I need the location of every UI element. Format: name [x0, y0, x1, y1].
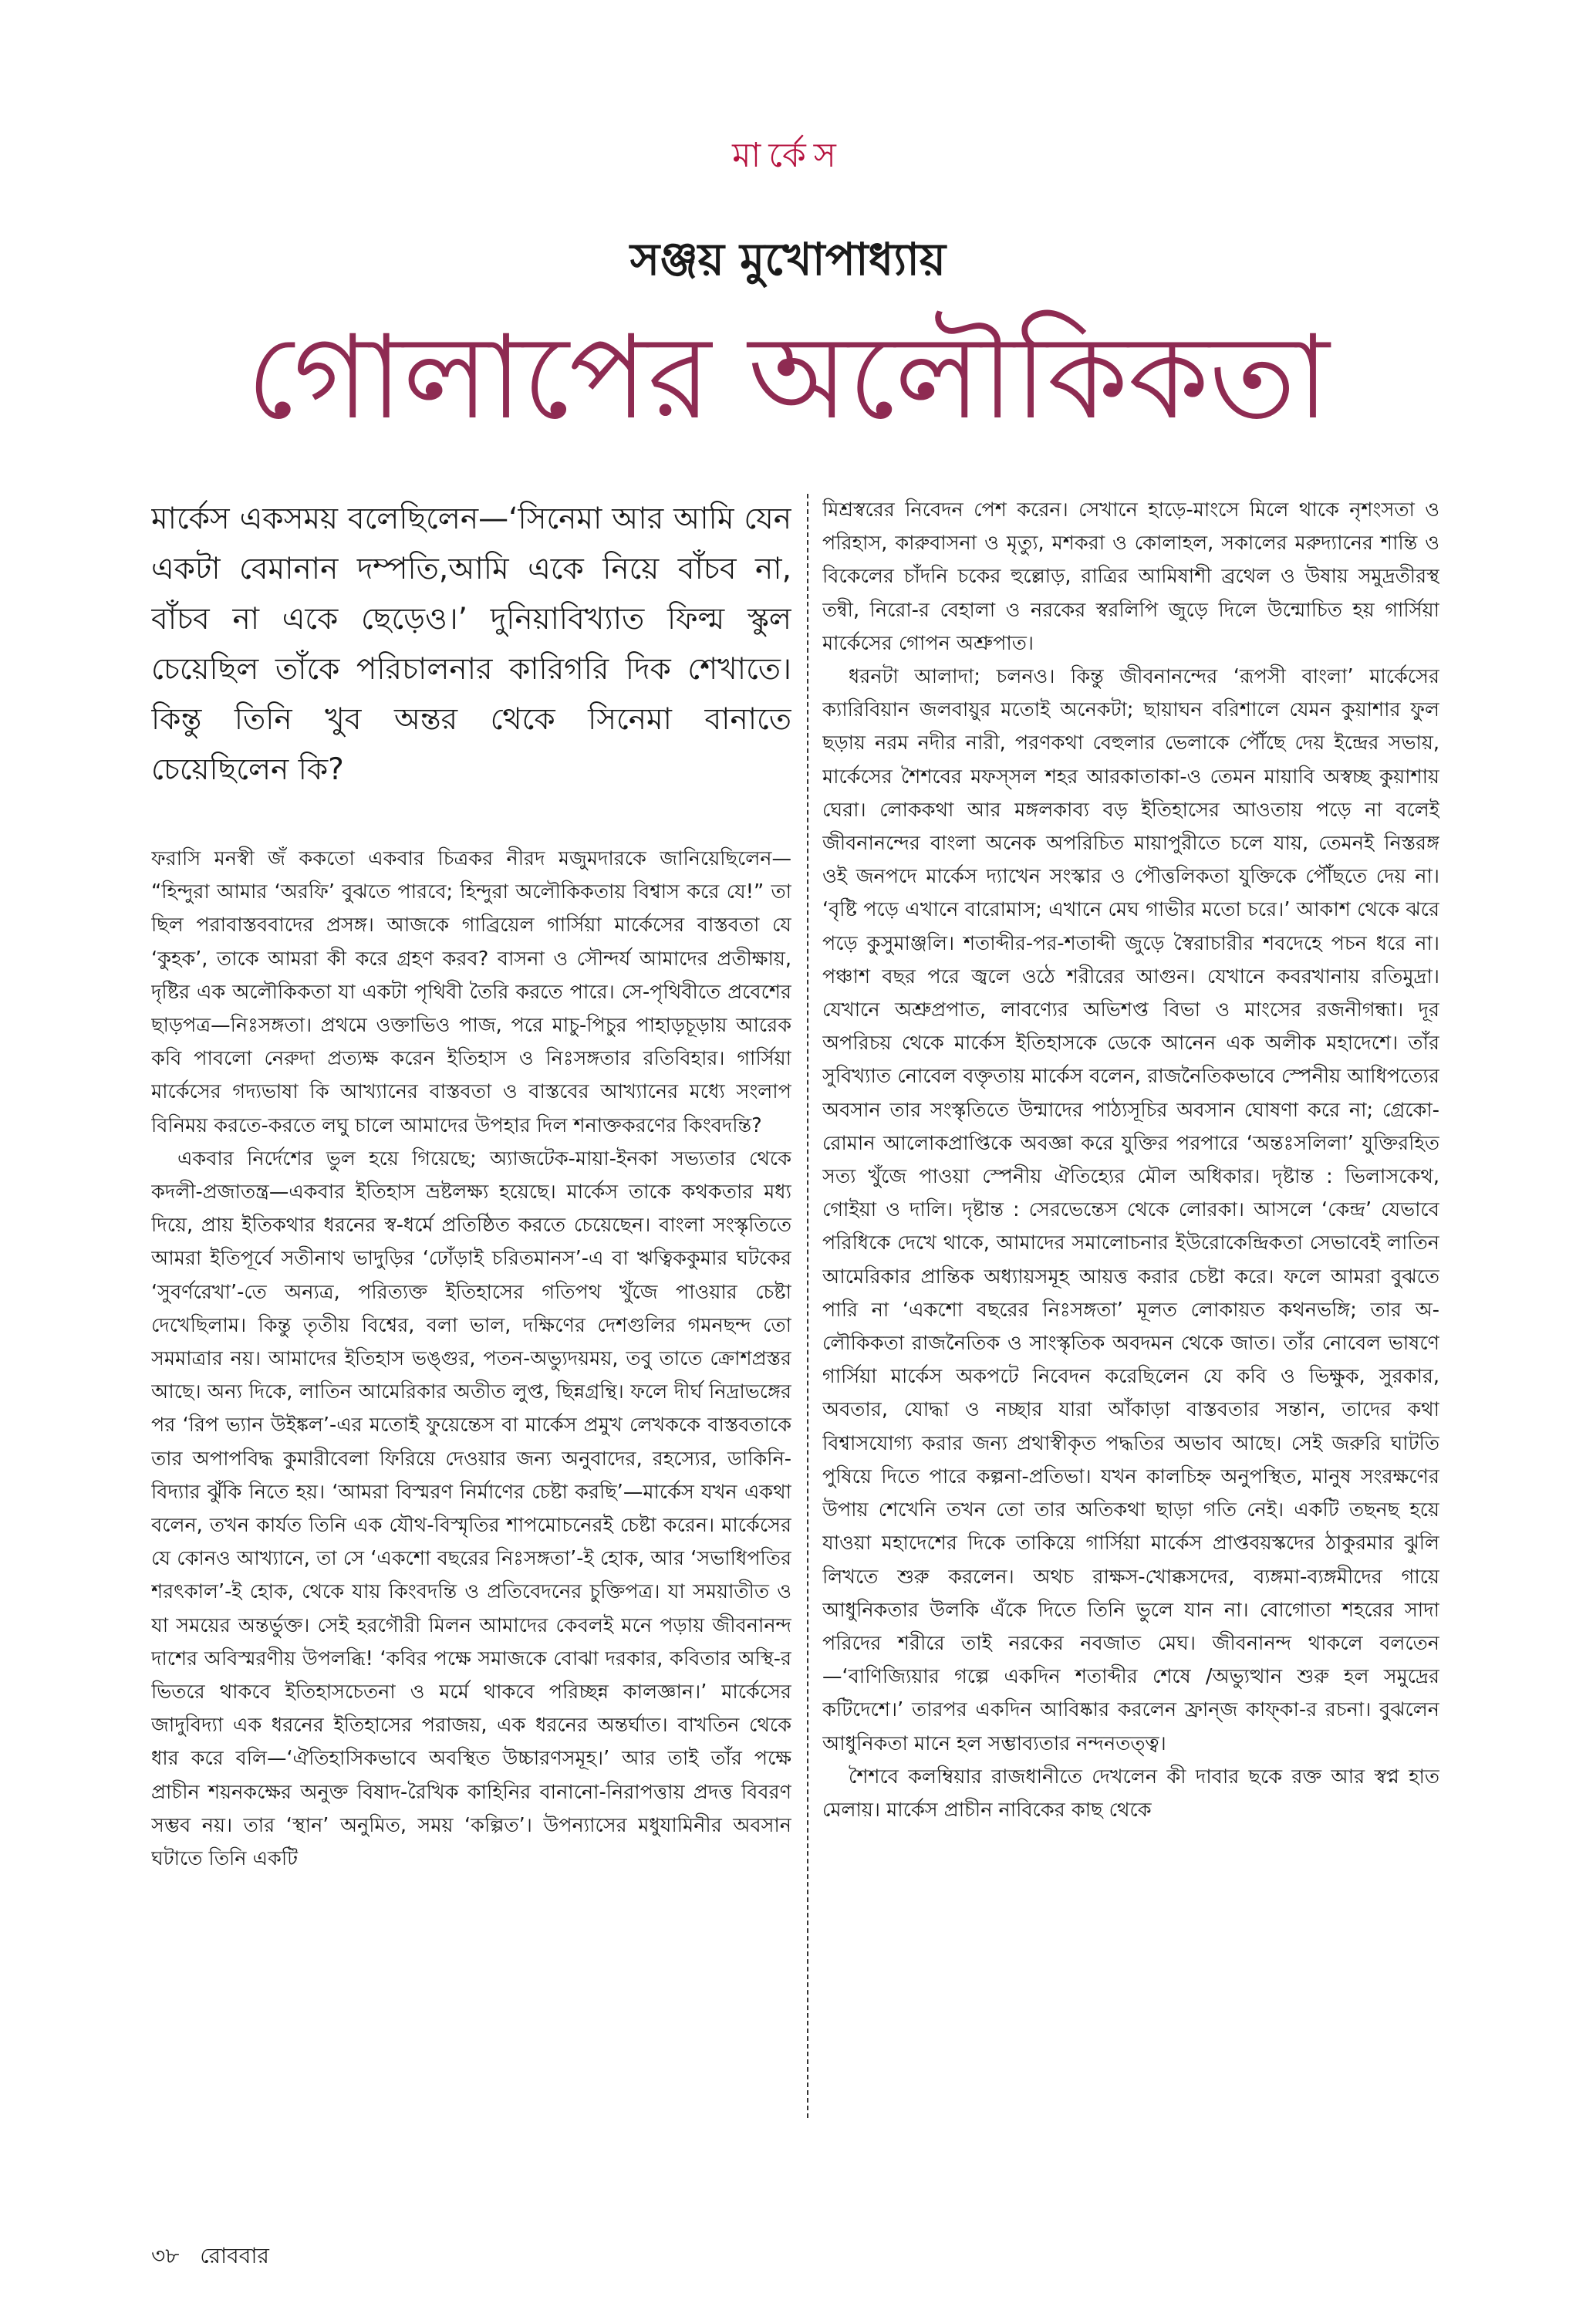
- body-paragraph: মিশ্রস্বরের নিবেদন পেশ করেন। সেখানে হাড়ে-মাংসে মিলে থাকে নৃশংসতা ও পরিহাস, কারুবাসনা ও মৃত্যু, মশকরা ও কোলাহল, সকালের মরুদ্যানের শান্তি ও বিকেলের চাঁদনি চকের হুল্লোড়, রাত্রির আমিষাশী ব্রথেল ও উষায় সমুদ্রতীরস্থ তন্বী, নিরো-র বেহালা ও নরকের স্বরলিপি জুড়ে দিলে উন্মোচিত হয় গার্সিয়া মার্কেসের গোপন অশ্রুপাত।: [822, 498, 1439, 655]
- article-title: গোলাপের অলৌকিকতা: [246, 311, 1330, 445]
- body-paragraph: ফরাসি মনস্বী জঁ ককতো একবার চিত্রকর নীরদ মজুমদারকে জানিয়েছিলেন— “হিন্দুরা আমার ‘অরফি’ বুঝতে পারবে; হিন্দুরা অলৌকিকতায় বিশ্বাস করে যে!” তা ছিল পরাবাস্তববাদের প্রসঙ্গ। আজকে গাব্রিয়েল গার্সিয়া মার্কেসের বাস্তবতা যে ‘কুহক’, তাকে আমরা কী করে গ্রহণ করব? বাসনা ও সৌন্দর্য আমাদের প্রতীক্ষায়, দৃষ্টির এক অলৌকিকতা যা একটা পৃথিবী তৈরি করতে পারে। সে-পৃথিবীতে প্রবেশের ছাড়পত্র—নিঃসঙ্গতা। প্রথমে ওক্তাভিও পাজ, পরে মাচু-পিচুর পাহাড়চূড়ায় আরেক কবি পাবলো নেরুদা প্রত্যক্ষ করেন ইতিহাস ও নিঃসঙ্গতার রতিবিহার। গার্সিয়া মার্কেসের গদ্যভাষা কি আখ্যানের বাস্তবতা ও বাস্তবের আখ্যানের মধ্যে সংলাপ বিনিময় করতে-করতে লঘু চালে আমাদের উপহার দিল শনাক্তকরণের কিংবদন্তি?: [151, 847, 791, 1137]
- left-column: [151, 494, 791, 2130]
- page-footer: [151, 2239, 283, 2275]
- column-divider: [807, 494, 808, 2118]
- author-byline: সঞ্জয় মুখোপাধ্যায়: [629, 233, 947, 285]
- section-label: মার্কেস: [732, 136, 844, 175]
- page-number: ৩৮: [151, 2243, 180, 2268]
- body-paragraph: একবার নির্দেশের ভুল হয়ে গিয়েছে; অ্যাজটেক-মায়া-ইনকা সভ্যতার থেকে কদলী-প্রজাতন্ত্র—একবার ইতিহাস ভ্রষ্টলক্ষ্য হয়েছে। মার্কেস তাকে কথকতার মধ্য দিয়ে, প্রায় ইতিকথার ধরনের স্ব-ধর্মে প্রতিষ্ঠিত করতে চেয়েছেন। বাংলা সংস্কৃতিতে আমরা ইতিপূর্বে সতীনাথ ভাদুড়ির ‘ঢোঁড়াই চরিতমানস’-এ বা ঋত্বিককুমার ঘটকের ‘সুবর্ণরেখা’-তে অন্যত্র, পরিত্যক্ত ইতিহাসের গতিপথ খুঁজে পাওয়ার চেষ্টা দেখেছিলাম। কিন্তু তৃতীয় বিশ্বের, বলা ভাল, দক্ষিণের দেশগুলির গমনছন্দ তো সমমাত্রার নয়। আমাদের ইতিহাস ভঙ্গুর, পতন-অভ্যুদয়ময়, তবু তাতে ক্রোশপ্রস্তর আছে। অন্য দিকে, লাতিন আমেরিকার অতীত লুপ্ত, ছিন্নগ্রন্থি। ফলে দীর্ঘ নিদ্রাভঙ্গের পর ‘রিপ ভ্যান উইঙ্কল’-এর মতোই ফুয়েন্তেস বা মার্কেস প্রমুখ লেখককে বাস্তবতাকে তার অপাপবিদ্ধ কুমারীবেলা ফিরিয়ে দেওয়ার জন্য অনুবাদের, রহস্যের, ডাকিনি-বিদ্যার ঝুঁকি নিতে হয়। ‘আমরা বিস্মরণ নির্মাণের চেষ্টা করছি’—মার্কেস যখন একথা বলেন, তখন কার্যত তিনি এক যৌথ-বিস্মৃতির শাপমোচনেরই চেষ্টা করেন। মার্কেসের যে কোনও আখ্যানে, তা সে ‘একশো বছরের নিঃসঙ্গতা’-ই হোক, আর ‘সভাধিপতির শরৎকাল’-ই হোক, থেকে যায় কিংবদন্তি ও প্রতিবেদনের চুক্তিপত্র। যা সময়াতীত ও যা সময়ের অন্তর্ভুক্ত। সেই হরগৌরী মিলন আমাদের কেবলই মনে পড়ায় জীবনানন্দ দাশের অবিস্মরণীয় উপলব্ধি! ‘কবির পক্ষে সমাজকে বোঝা দরকার, কবিতার অস্থি-র ভিতরে থাকবে ইতিহাসচেতনা ও মর্মে থাকবে পরিচ্ছন্ন কালজ্ঞান।’ মার্কেসের জাদুবিদ্যা এক ধরনের ইতিহাসের পরাজয়, এক ধরনের অন্তর্ঘাত। বাখতিন থেকে ধার করে বলি—‘ঐতিহাসিকভাবে অবস্থিত উচ্চারণসমূহ।’ আর তাই তাঁর পক্ষে প্রাচীন শয়নকক্ষের অনুক্ত বিষাদ-রৈখিক কাহিনির বানানো-নিরাপত্তায় প্রদত্ত বিবরণ সম্ভব নয়। তার ‘স্থান’ অনুমিত, সময় ‘কল্পিত’। উপন্যাসের মধুযামিনীর অবসান ঘটাতে তিনি একটি: [151, 1147, 791, 1871]
- publication-name: রোববার: [200, 2243, 269, 2268]
- right-column: [822, 494, 1439, 2130]
- lede-paragraph: মার্কেস একসময় বলেছিলেন—‘সিনেমা আর আমি যেন একটা বেমানান দম্পতি,আমি একে নিয়ে বাঁচব না, বাঁচব না একে ছেড়েও।’ দুনিয়াবিখ্যাত ফিল্ম স্কুল চেয়েছিল তাঁকে পরিচালনার কারিগরি দিক শেখাতে। কিন্তু তিনি খুব অন্তর থেকে সিনেমা বানাতে চেয়েছিলেন কি?: [151, 502, 791, 787]
- body-paragraph: শৈশবে কলম্বিয়ার রাজধানীতে দেখলেন কী দাবার ছকে রক্ত আর স্বপ্ন হাত মেলায়। মার্কেস প্রাচীন নাবিকের কাছ থেকে: [822, 1765, 1439, 1822]
- body-paragraph: ধরনটা আলাদা; চলনও। কিন্তু জীবনানন্দের ‘রূপসী বাংলা’ মার্কেসের ক্যারিবিয়ান জলবায়ুর মতোই অনেকটা; ছায়াঘন বরিশালে যেমন কুয়াশার ফুল ছড়ায় নরম নদীর নারী, পরণকথা বেহুলার ভেলাকে পৌঁছে দেয় ইন্দ্রের সভায়, মার্কেসের শৈশবের মফস্সল শহর আরকাতাকা-ও তেমন মায়াবি অস্বচ্ছ কুয়াশায় ঘেরা। লোককথা আর মঙ্গলকাব্য বড় ইতিহাসের আওতায় পড়ে না বলেই জীবনানন্দের বাংলা অনেক অপরিচিত মায়াপুরীতে চলে যায়, তেমনই নিস্তরঙ্গ ওই জনপদে মার্কেস দ্যাখেন সংস্কার ও পৌত্তলিকতা যুক্তিকে পৌঁছতে দেয় না। ‘বৃষ্টি পড়ে এখানে বারোমাস; এখানে মেঘ গাভীর মতো চরে।’ আকাশ থেকে ঝরে পড়ে কুসুমাঞ্জলি। শতাব্দীর-পর-শতাব্দী জুড়ে স্বৈরাচারীর শবদেহে পচন ধরে না। পঞ্চাশ বছর পরে জ্বলে ওঠে শরীরের আগুন। যেখানে কবরখানায় রতিমুদ্রা। যেখানে অশ্রুপ্রপাত, লাবণ্যের অভিশপ্ত বিভা ও মাংসের রজনীগন্ধা। দূর অপরিচয় থেকে মার্কেস ইতিহাসকে ডেকে আনেন এক অলীক মহাদেশে। তাঁর সুবিখ্যাত নোবেল বক্তৃতায় মার্কেস বলেন, রাজনৈতিকভাবে স্পেনীয় আধিপত্যের অবসান তার সংস্কৃতিতে উন্মাদের পাঠ্যসূচির অবসান ঘোষণা করে না; গ্রেকো-রোমান আলোকপ্রাপ্তিকে অবজ্ঞা করে যুক্তির পরপারে ‘অন্তঃসলিলা’ যুক্তিরহিত সত্য খুঁজে পাওয়া স্পেনীয় ঐতিহ্যের মৌল অধিকার। দৃষ্টান্ত : ভিলাসকেথ, গোইয়া ও দালি। দৃষ্টান্ত : সেরভেন্তেস থেকে লোরকা। আসলে ‘কেন্দ্র’ যেভাবে পরিধিকে দেখে থাকে, আমাদের সমালোচনার ইউরোকেন্দ্রিকতা সেভাবেই লাতিন আমেরিকার প্রান্তিক অধ্যায়সমূহ আয়ত্ত করার চেষ্টা করে। ফলে আমরা বুঝতে পারি না ‘একশো বছরের নিঃসঙ্গতা’ মূলত লোকায়ত কথনভঙ্গি; তার অ-লৌকিকতা রাজনৈতিক ও সাংস্কৃতিক অবদমন থেকে জাত। তাঁর নোবেল ভাষণে গার্সিয়া মার্কেস অকপটে নিবেদন করেছিলেন যে কবি ও ভিক্ষুক, সুরকার, অবতার, যোদ্ধা ও নচ্ছার যারা আঁকাড়া বাস্তবতার সন্তান, তাদের কথা বিশ্বাসযোগ্য করার জন্য প্রথাস্বীকৃত পদ্ধতির অভাব আছে। সেই জরুরি ঘাটতি পুষিয়ে দিতে পারে কল্পনা-প্রতিভা। যখন কালচিহ্ন অনুপস্থিত, মানুষ সংরক্ষণের উপায় শেখেনি তখন তো তার অতিকথা ছাড়া গতি নেই। একটি তছনছ হয়ে যাওয়া মহাদেশের দিকে তাকিয়ে গার্সিয়া মার্কেস প্রাপ্তবয়স্কদের ঠাকুরমার ঝুলি লিখতে শুরু করলেন। অথচ রাক্ষস-খোক্কসদের, ব্যঙ্গমা-ব্যঙ্গমীদের গায়ে আধুনিকতার উলকি এঁকে দিতে তিনি ভুলে যান না। বোগোতা শহরের সাদা পরিদের শরীরে তাই নরকের নবজাত মেঘ। জীবনানন্দ থাকলে বলতেন—‘বাণিজ্যিয়ার গল্পে একদিন শতাব্দীর শেষে /অভ্যুত্থান শুরু হল সমুদ্রের কটিদেশে।’ তারপর একদিন আবিষ্কার করলেন ফ্রান্জ কাফ্কা-র রচনা। বুঝলেন আধুনিকতা মানে হল সম্ভাব্যতার নন্দনতত্ত্ব।: [822, 665, 1439, 1755]
